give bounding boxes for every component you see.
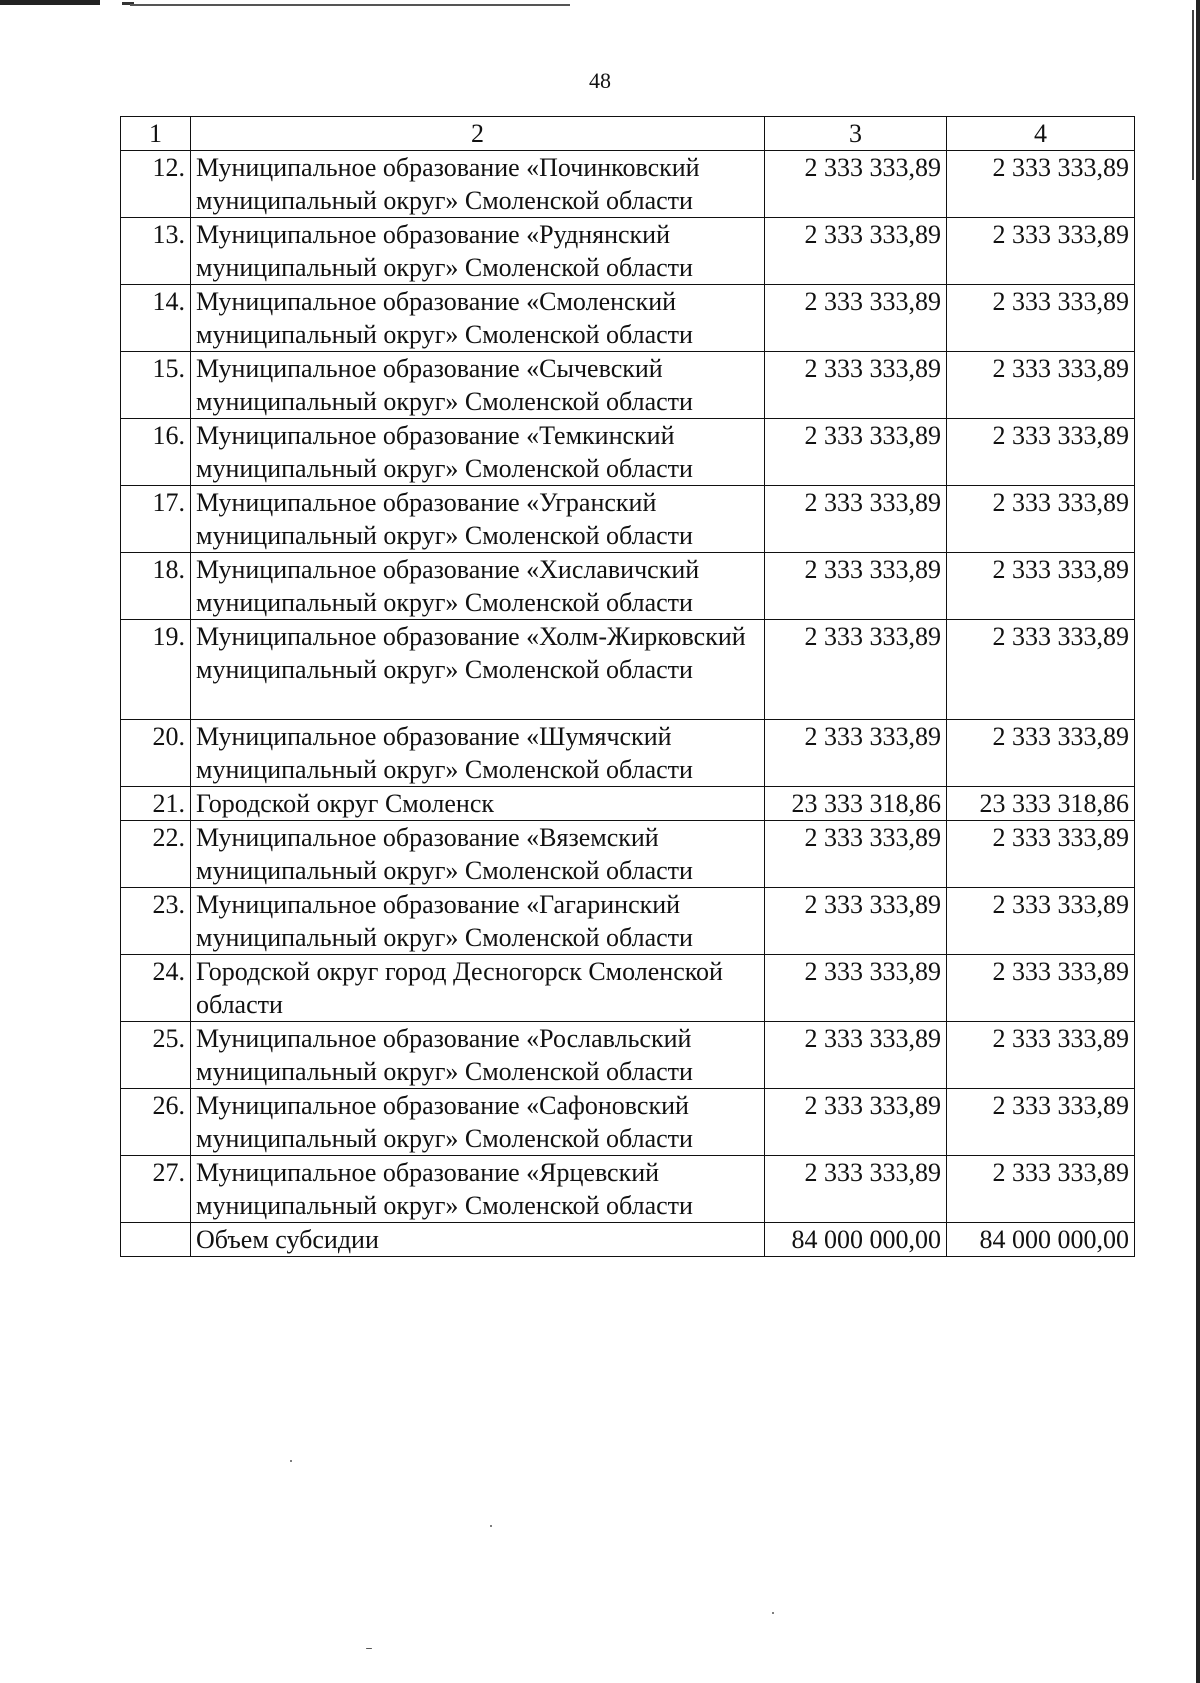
municipality-name: Муниципальное образование «Рославльский муниципальный округ» Смоленской области xyxy=(191,1022,765,1089)
amount-col4: 2 333 333,89 xyxy=(947,553,1135,620)
amount-col4: 2 333 333,89 xyxy=(947,151,1135,218)
scan-mark xyxy=(130,4,570,6)
subsidy-table xyxy=(120,116,1135,1257)
amount-col3: 2 333 333,89 xyxy=(765,620,947,720)
row-number: 25. xyxy=(121,1022,191,1089)
scan-speck xyxy=(290,1460,292,1462)
amount-col3: 2 333 333,89 xyxy=(765,888,947,955)
amount-col4: 2 333 333,89 xyxy=(947,285,1135,352)
total-col4: 84 000 000,00 xyxy=(947,1223,1135,1257)
amount-col4: 2 333 333,89 xyxy=(947,218,1135,285)
scan-speck xyxy=(772,1612,774,1614)
amount-col4: 2 333 333,89 xyxy=(947,620,1135,720)
page-number: 48 xyxy=(589,68,611,93)
table-row xyxy=(121,888,1135,955)
municipality-name: Муниципальное образование «Руднянский муниципальный округ» Смоленской области xyxy=(191,218,765,285)
row-number: 24. xyxy=(121,955,191,1022)
row-number: 18. xyxy=(121,553,191,620)
table-row xyxy=(121,553,1135,620)
table-row xyxy=(121,419,1135,486)
amount-col3: 2 333 333,89 xyxy=(765,553,947,620)
row-number: 15. xyxy=(121,352,191,419)
amount-col3: 2 333 333,89 xyxy=(765,1022,947,1089)
table-header-row xyxy=(121,117,1135,151)
municipality-name: Городской округ Смоленск xyxy=(191,787,765,821)
municipality-name: Муниципальное образование «Вяземский муниципальный округ» Смоленской области xyxy=(191,821,765,888)
table-row xyxy=(121,1022,1135,1089)
municipality-name: Муниципальное образование «Сафоновский муниципальный округ» Смоленской области xyxy=(191,1089,765,1156)
amount-col4: 2 333 333,89 xyxy=(947,352,1135,419)
row-number: 22. xyxy=(121,821,191,888)
row-number: 13. xyxy=(121,218,191,285)
row-number: 20. xyxy=(121,720,191,787)
scan-mark xyxy=(0,0,100,5)
municipality-name: Муниципальное образование «Сычевский муниципальный округ» Смоленской области xyxy=(191,352,765,419)
table-row xyxy=(121,955,1135,1022)
municipality-name: Муниципальное образование «Починковский муниципальный округ» Смоленской области xyxy=(191,151,765,218)
municipality-name: Муниципальное образование «Холм-Жирковский муниципальный округ» Смоленской области xyxy=(191,620,765,720)
table-row xyxy=(121,151,1135,218)
row-number: 16. xyxy=(121,419,191,486)
amount-col3: 23 333 318,86 xyxy=(765,787,947,821)
amount-col3: 2 333 333,89 xyxy=(765,285,947,352)
amount-col4: 2 333 333,89 xyxy=(947,1022,1135,1089)
municipality-name: Муниципальное образование «Ярцевский муниципальный округ» Смоленской области xyxy=(191,1156,765,1223)
municipality-name: Муниципальное образование «Хиславичский муниципальный округ» Смоленской области xyxy=(191,553,765,620)
table-row xyxy=(121,352,1135,419)
scan-speck xyxy=(366,1648,372,1649)
municipality-name: Муниципальное образование «Шумячский муниципальный округ» Смоленской области xyxy=(191,720,765,787)
municipality-name: Муниципальное образование «Гагаринский муниципальный округ» Смоленской области xyxy=(191,888,765,955)
municipality-name: Городской округ город Десногорск Смоленской области xyxy=(191,955,765,1022)
amount-col4: 2 333 333,89 xyxy=(947,821,1135,888)
table-row xyxy=(121,285,1135,352)
row-number: 23. xyxy=(121,888,191,955)
table-body xyxy=(121,117,1135,1257)
amount-col3: 2 333 333,89 xyxy=(765,1156,947,1223)
amount-col3: 2 333 333,89 xyxy=(765,955,947,1022)
amount-col4: 2 333 333,89 xyxy=(947,955,1135,1022)
row-number: 14. xyxy=(121,285,191,352)
amount-col4: 2 333 333,89 xyxy=(947,888,1135,955)
scan-edge xyxy=(1192,10,1194,180)
row-number: 21. xyxy=(121,787,191,821)
scan-edge xyxy=(1196,0,1200,1683)
table-row xyxy=(121,486,1135,553)
amount-col4: 23 333 318,86 xyxy=(947,787,1135,821)
amount-col4: 2 333 333,89 xyxy=(947,720,1135,787)
header-cell: 1 xyxy=(121,117,191,151)
municipality-name: Муниципальное образование «Угранский муниципальный округ» Смоленской области xyxy=(191,486,765,553)
row-number: 26. xyxy=(121,1089,191,1156)
table-row xyxy=(121,218,1135,285)
table-row xyxy=(121,787,1135,821)
amount-col3: 2 333 333,89 xyxy=(765,419,947,486)
amount-col3: 2 333 333,89 xyxy=(765,720,947,787)
table-row xyxy=(121,620,1135,720)
row-number: 27. xyxy=(121,1156,191,1223)
row-number: 17. xyxy=(121,486,191,553)
amount-col3: 2 333 333,89 xyxy=(765,1089,947,1156)
amount-col4: 2 333 333,89 xyxy=(947,1089,1135,1156)
amount-col4: 2 333 333,89 xyxy=(947,1156,1135,1223)
scan-speck xyxy=(490,1525,492,1527)
total-label: Объем субсидии xyxy=(191,1223,765,1257)
row-number: 12. xyxy=(121,151,191,218)
header-cell: 4 xyxy=(947,117,1135,151)
total-number-cell xyxy=(121,1223,191,1257)
amount-col3: 2 333 333,89 xyxy=(765,218,947,285)
table-row xyxy=(121,1089,1135,1156)
total-col3: 84 000 000,00 xyxy=(765,1223,947,1257)
total-row xyxy=(121,1223,1135,1257)
municipality-name: Муниципальное образование «Смоленский муниципальный округ» Смоленской области xyxy=(191,285,765,352)
table-row xyxy=(121,821,1135,888)
header-cell: 2 xyxy=(191,117,765,151)
amount-col4: 2 333 333,89 xyxy=(947,419,1135,486)
row-number: 19. xyxy=(121,620,191,720)
amount-col3: 2 333 333,89 xyxy=(765,151,947,218)
municipality-name: Муниципальное образование «Темкинский муниципальный округ» Смоленской области xyxy=(191,419,765,486)
table-row xyxy=(121,1156,1135,1223)
amount-col3: 2 333 333,89 xyxy=(765,486,947,553)
amount-col3: 2 333 333,89 xyxy=(765,821,947,888)
table-row xyxy=(121,720,1135,787)
header-cell: 3 xyxy=(765,117,947,151)
amount-col4: 2 333 333,89 xyxy=(947,486,1135,553)
amount-col3: 2 333 333,89 xyxy=(765,352,947,419)
